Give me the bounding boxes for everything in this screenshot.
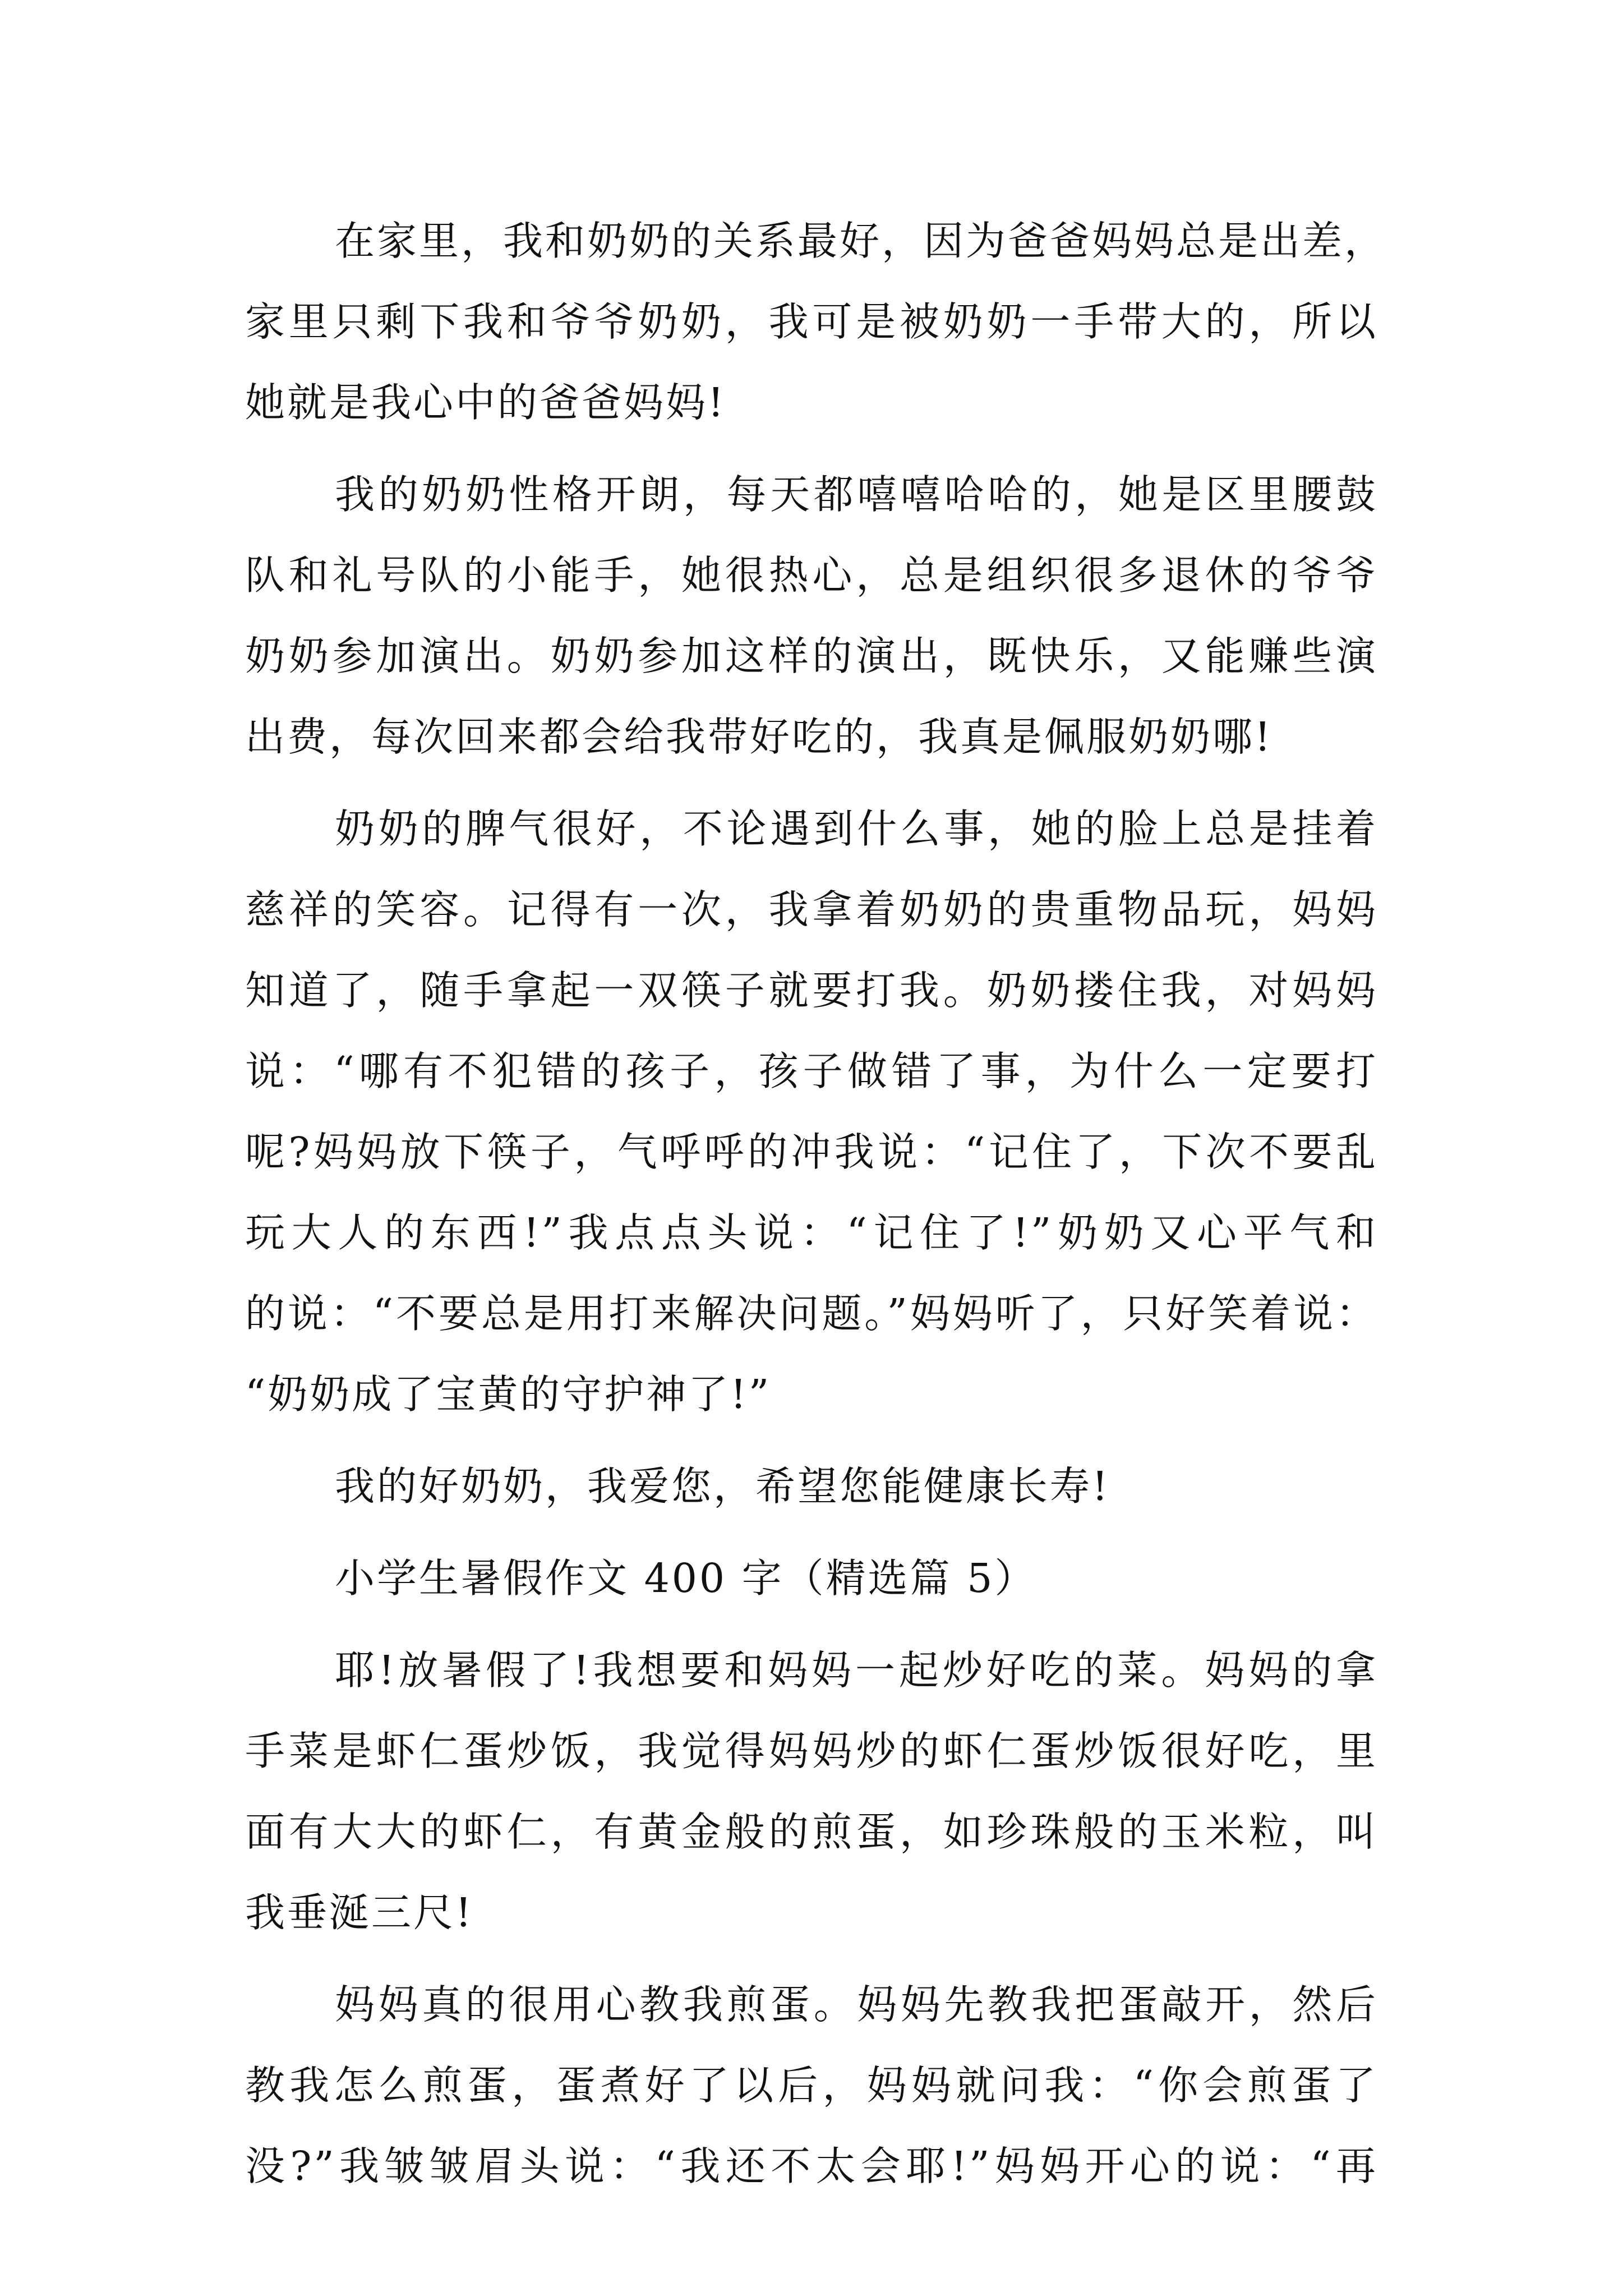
text-line: 手菜是虾仁蛋炒饭，我觉得妈妈炒的虾仁蛋炒饭很好吃，里 [245, 1728, 1378, 1774]
text-line: 奶奶参加演出。奶奶参加这样的演出，既快乐，又能赚些演 [245, 633, 1378, 679]
text-line: 玩大人的东西!”我点点头说：“记住了!”奶奶又心平气和 [245, 1209, 1378, 1256]
paragraph-6 [245, 1964, 1378, 2207]
text-line: 没?”我皱皱眉头说：“我还不太会耶!”妈妈开心的说：“再 [245, 2143, 1378, 2189]
heading-text: 小学生暑假作文 400 字（精选篇 5） [335, 1555, 1037, 1602]
text-line: 妈妈真的很用心教我煎蛋。妈妈先教我把蛋敲开，然后 [335, 1981, 1378, 2028]
document-body [245, 201, 1387, 2207]
text-line: 耶!放暑假了!我想要和妈妈一起炒好吃的菜。妈妈的拿 [335, 1647, 1378, 1694]
text-line: 教我怎么煎蛋，蛋煮好了以后，妈妈就问我：“你会煎蛋了 [245, 2062, 1378, 2109]
text-line: 她就是我心中的爸爸妈妈! [245, 379, 726, 426]
text-line: 我的奶奶性格开朗，每天都嘻嘻哈哈的，她是区里腰鼓 [335, 471, 1378, 518]
paragraph-2 [245, 454, 1378, 777]
text-line: 奶奶的脾气很好，不论遇到什么事，她的脸上总是挂着 [335, 806, 1378, 852]
text-line: 出费，每次回来都会给我带好吃的，我真是佩服奶奶哪! [245, 714, 1273, 760]
text-line: 的说：“不要总是用打来解决问题。”妈妈听了，只好笑着说： [245, 1290, 1378, 1337]
text-line: 队和礼号队的小能手，她很热心，总是组织很多退休的爷爷 [245, 552, 1378, 599]
text-line: 我的好奶奶，我爱您，希望您能健康长寿! [335, 1463, 1110, 1510]
text-line: 面有大大的虾仁，有黄金般的煎蛋，如珍珠般的玉米粒，叫 [245, 1809, 1378, 1855]
paragraph-4 [245, 1446, 1378, 1527]
text-line: 家里只剩下我和爷爷奶奶，我可是被奶奶一手带大的，所以 [245, 298, 1378, 345]
text-line: 慈祥的笑容。记得有一次，我拿着奶奶的贵重物品玩，妈妈 [245, 886, 1378, 933]
text-line: “奶奶成了宝黄的守护神了!” [245, 1371, 772, 1418]
paragraph-5 [245, 1630, 1378, 1953]
section-heading [245, 1538, 1378, 1619]
text-line: 在家里，我和奶奶的关系最好，因为爸爸妈妈总是出差， [335, 218, 1387, 264]
text-line: 我垂涎三尺! [245, 1889, 474, 1936]
text-line: 呢?妈妈放下筷子，气呼呼的冲我说：“记住了，下次不要乱 [245, 1129, 1378, 1175]
paragraph-1 [245, 201, 1387, 443]
text-line: 知道了，随手拿起一双筷子就要打我。奶奶搂住我，对妈妈 [245, 967, 1378, 1014]
text-line: 说：“哪有不犯错的孩子，孩子做错了事，为什么一定要打 [245, 1048, 1378, 1094]
paragraph-3 [245, 789, 1378, 1435]
